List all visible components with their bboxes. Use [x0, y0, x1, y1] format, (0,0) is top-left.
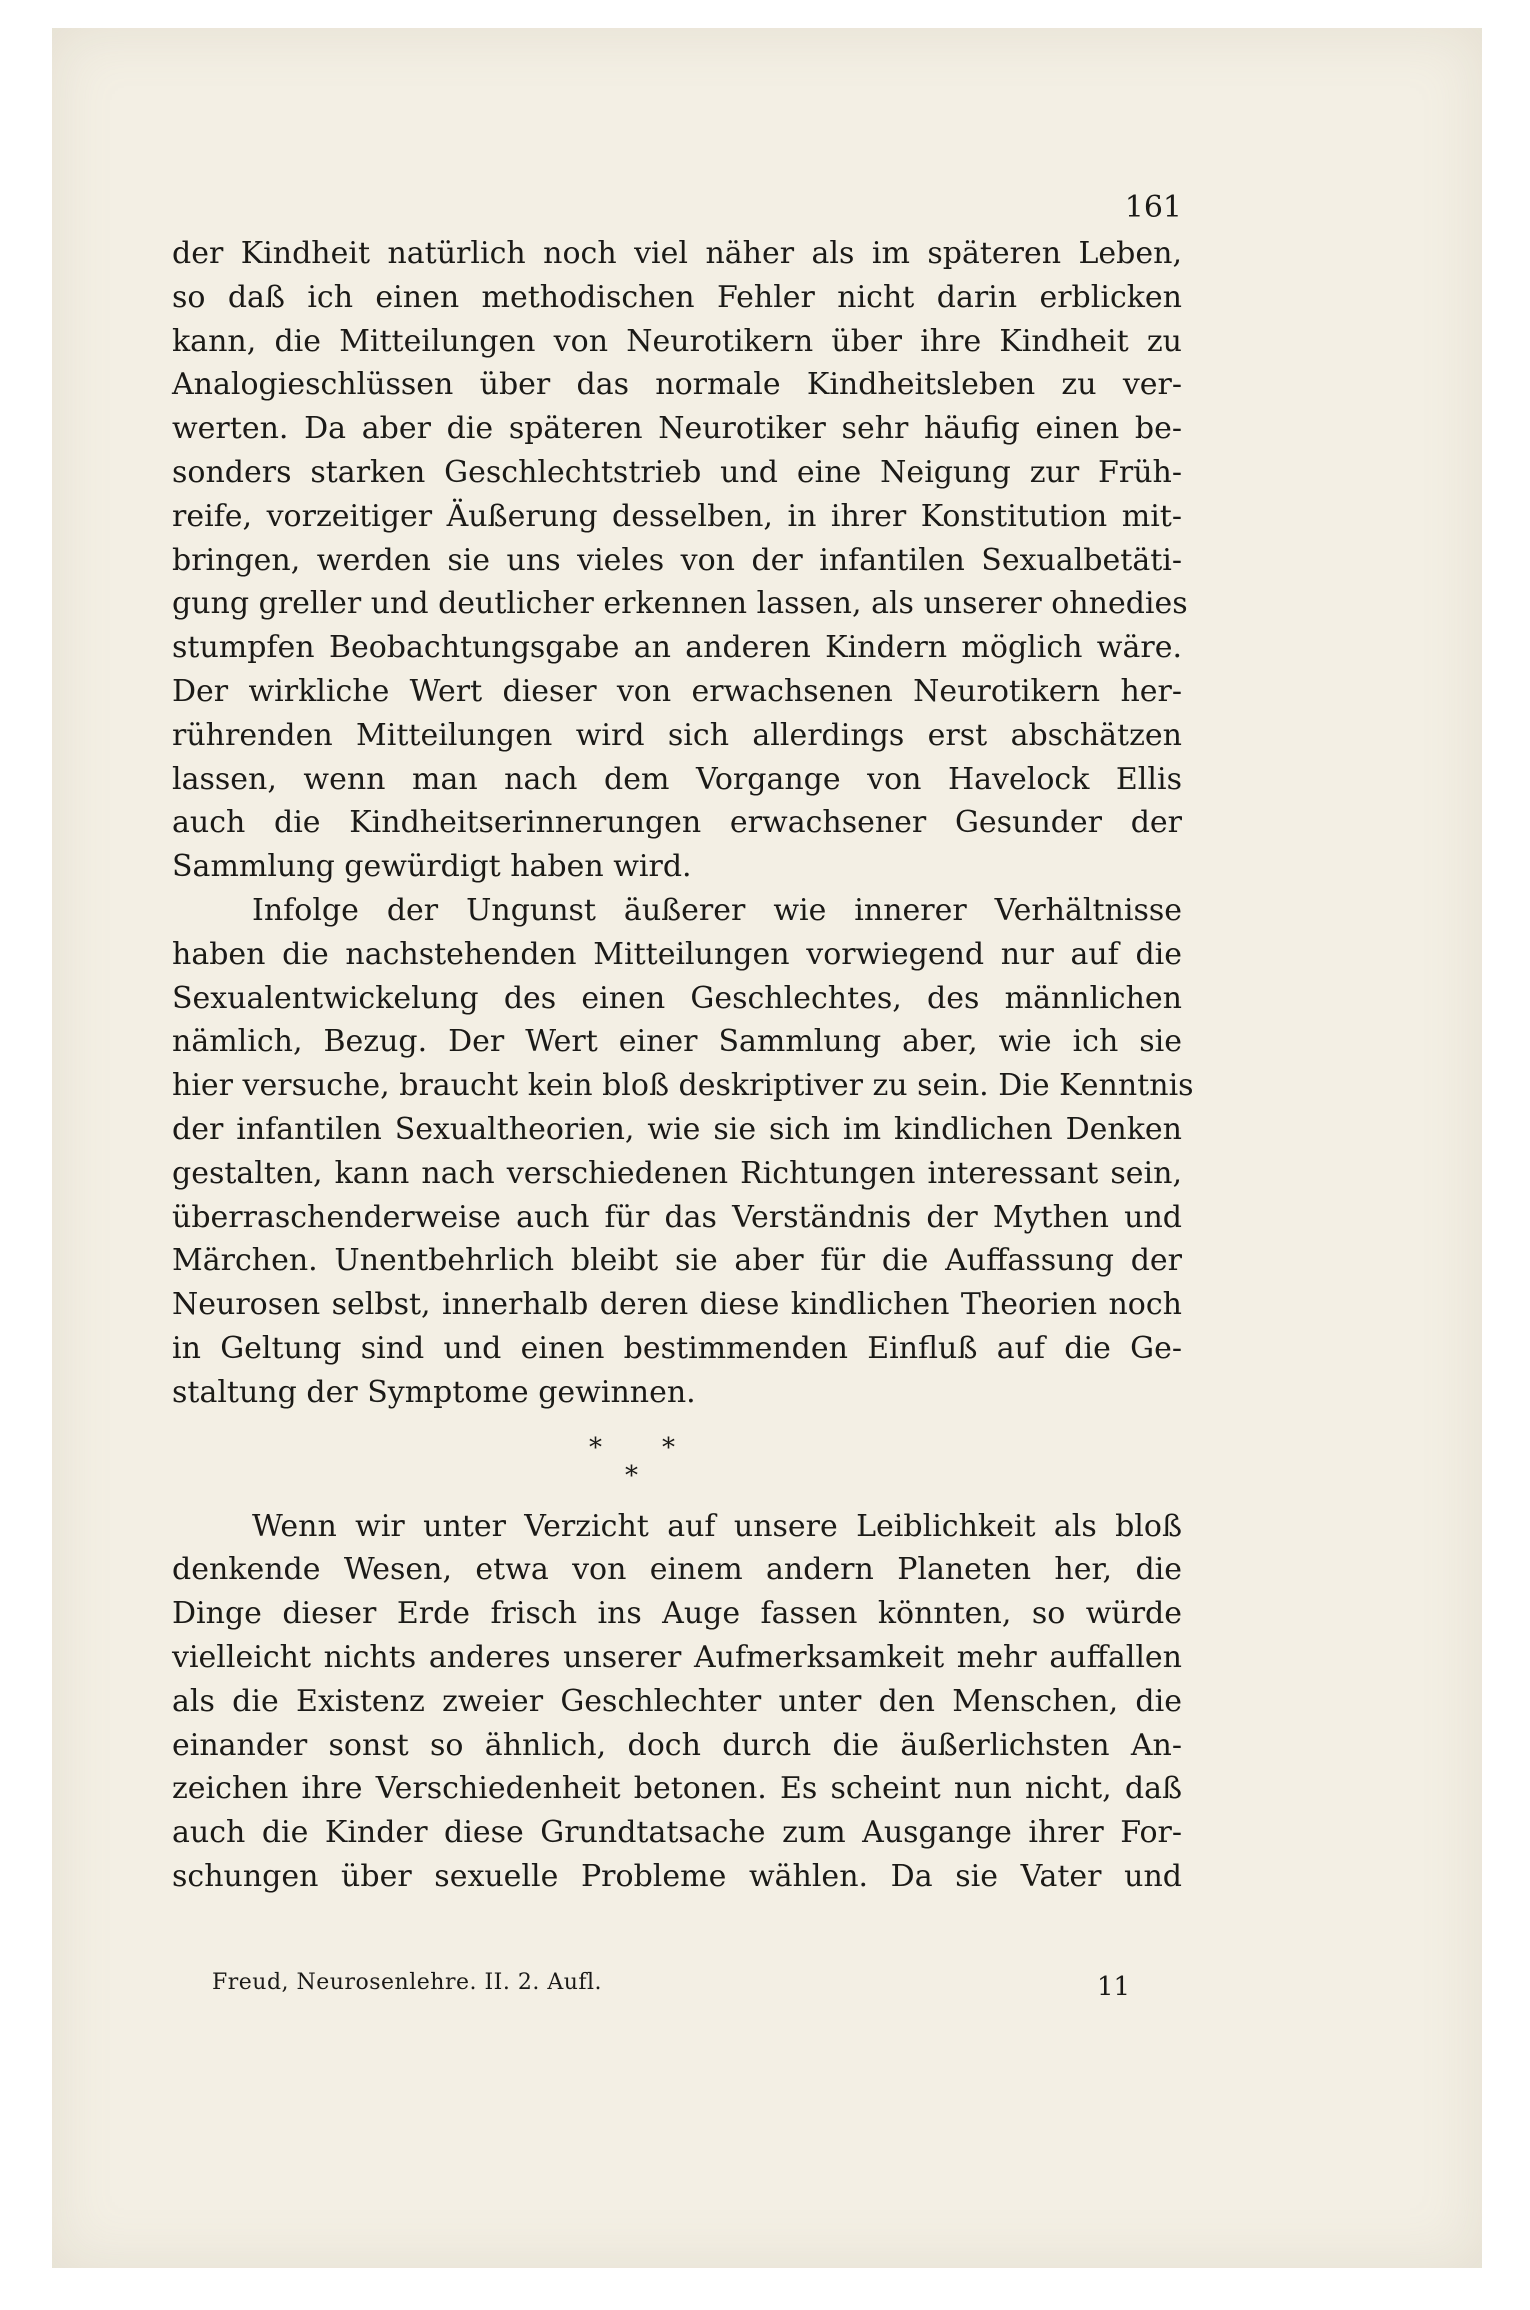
page-footer [172, 1968, 1182, 2008]
text-line: Sammlung gewürdigt haben wird. [172, 849, 692, 885]
text-line: Infolge der Ungunst äußerer wie innerer Verhältnisse [252, 892, 1182, 928]
text-line: Analogieschlüssen über das normale Kindheitsleben zu ver- [172, 367, 1182, 403]
text-line: reife, vorzeitiger Äußerung desselben, in ihrer Konstitution mit- [172, 498, 1182, 534]
text-line: Neurosen selbst, innerhalb deren diese kindlichen Theorien noch [172, 1287, 1182, 1323]
text-line: kann, die Mitteilungen von Neurotikern über ihre Kindheit zu [172, 323, 1182, 359]
paragraph-1 [172, 232, 1188, 889]
text-line: der Kindheit natürlich noch viel näher als im späteren Leben, [172, 236, 1182, 271]
book-reference: Freud, Neurosenlehre. II. 2. Aufl. [212, 1970, 603, 1995]
text-line: Sexualentwickelung des einen Geschlechtes, des männlichen [172, 980, 1182, 1016]
text-line: zeichen ihre Verschiedenheit betonen. Es scheint nun nicht, daß [172, 1771, 1182, 1807]
text-line: vielleicht nichts anderes unserer Aufmerksamkeit mehr auffallen [172, 1639, 1182, 1675]
asterisk: * [589, 1432, 602, 1463]
text-line: sonders starken Geschlechtstrieb und eine Neigung zur Früh- [172, 454, 1182, 490]
signature-mark: 11 [1097, 1972, 1131, 2002]
text-line: staltung der Symptome gewinnen. [172, 1374, 696, 1410]
text-line: stumpfen Beobachtungsgabe an anderen Kindern möglich wäre. [172, 630, 1182, 666]
text-line: Wenn wir unter Verzicht auf unsere Leiblichkeit als bloß [252, 1508, 1182, 1544]
section-separator [172, 1415, 1182, 1505]
text-line: in Geltung sind und einen bestimmenden Einfluß auf die Ge- [172, 1330, 1182, 1366]
paragraph-3 [172, 1505, 1182, 1899]
text-line: einander sonst so ähnlich, doch durch die äußerlichsten An- [172, 1727, 1182, 1763]
text-line: der infantilen Sexualtheorien, wie sie sich im kindlichen Denken [172, 1111, 1182, 1147]
text-line: werten. Da aber die späteren Neurotiker sehr häufig einen be- [172, 411, 1182, 447]
text-line: nämlich, Bezug. Der Wert einer Sammlung aber, wie ich sie [172, 1024, 1182, 1060]
text-line: Dinge dieser Erde frisch ins Auge fassen könnten, so würde [172, 1596, 1182, 1632]
text-line: rührenden Mitteilungen wird sich allerdings erst abschätzen [172, 717, 1182, 753]
text-line: auch die Kindheitserinnerungen erwachsener Gesunder der [172, 805, 1182, 841]
text-line: überraschenderweise auch für das Verständnis der Mythen und [172, 1199, 1182, 1235]
body-text [172, 232, 1194, 1899]
asterisk: * [625, 1460, 638, 1491]
text-line: schungen über sexuelle Probleme wählen. Da sie Vater und [172, 1858, 1182, 1894]
text-line: als die Existenz zweier Geschlechter unter den Menschen, die [172, 1683, 1182, 1719]
asterisk: * [662, 1432, 675, 1463]
text-line: auch die Kinder diese Grundtatsache zum Ausgange ihrer For- [172, 1815, 1182, 1851]
text-line: Der wirkliche Wert dieser von erwachsenen Neurotikern her- [172, 673, 1182, 709]
paragraph-2 [172, 889, 1194, 1415]
page-number: 161 [1124, 190, 1182, 225]
text-line: bringen, werden sie uns vieles von der infantilen Sexualbetäti- [172, 542, 1182, 578]
text-line: haben die nachstehenden Mitteilungen vorwiegend nur auf die [172, 936, 1182, 972]
text-line: Märchen. Unentbehrlich bleibt sie aber für die Auffassung der [172, 1243, 1182, 1279]
text-line: denkende Wesen, etwa von einem andern Planeten her, die [172, 1552, 1182, 1588]
text-line: gestalten, kann nach verschiedenen Richtungen interessant sein, [172, 1155, 1182, 1191]
text-line: lassen, wenn man nach dem Vorgange von Havelock Ellis [172, 761, 1182, 797]
text-line: gung greller und deutlicher erkennen lassen, als unserer ohnedies [172, 586, 1188, 622]
text-line: so daß ich einen methodischen Fehler nicht darin erblicken [172, 279, 1182, 315]
text-line: hier versuche, braucht kein bloß deskriptiver zu sein. Die Kenntnis [172, 1068, 1194, 1104]
